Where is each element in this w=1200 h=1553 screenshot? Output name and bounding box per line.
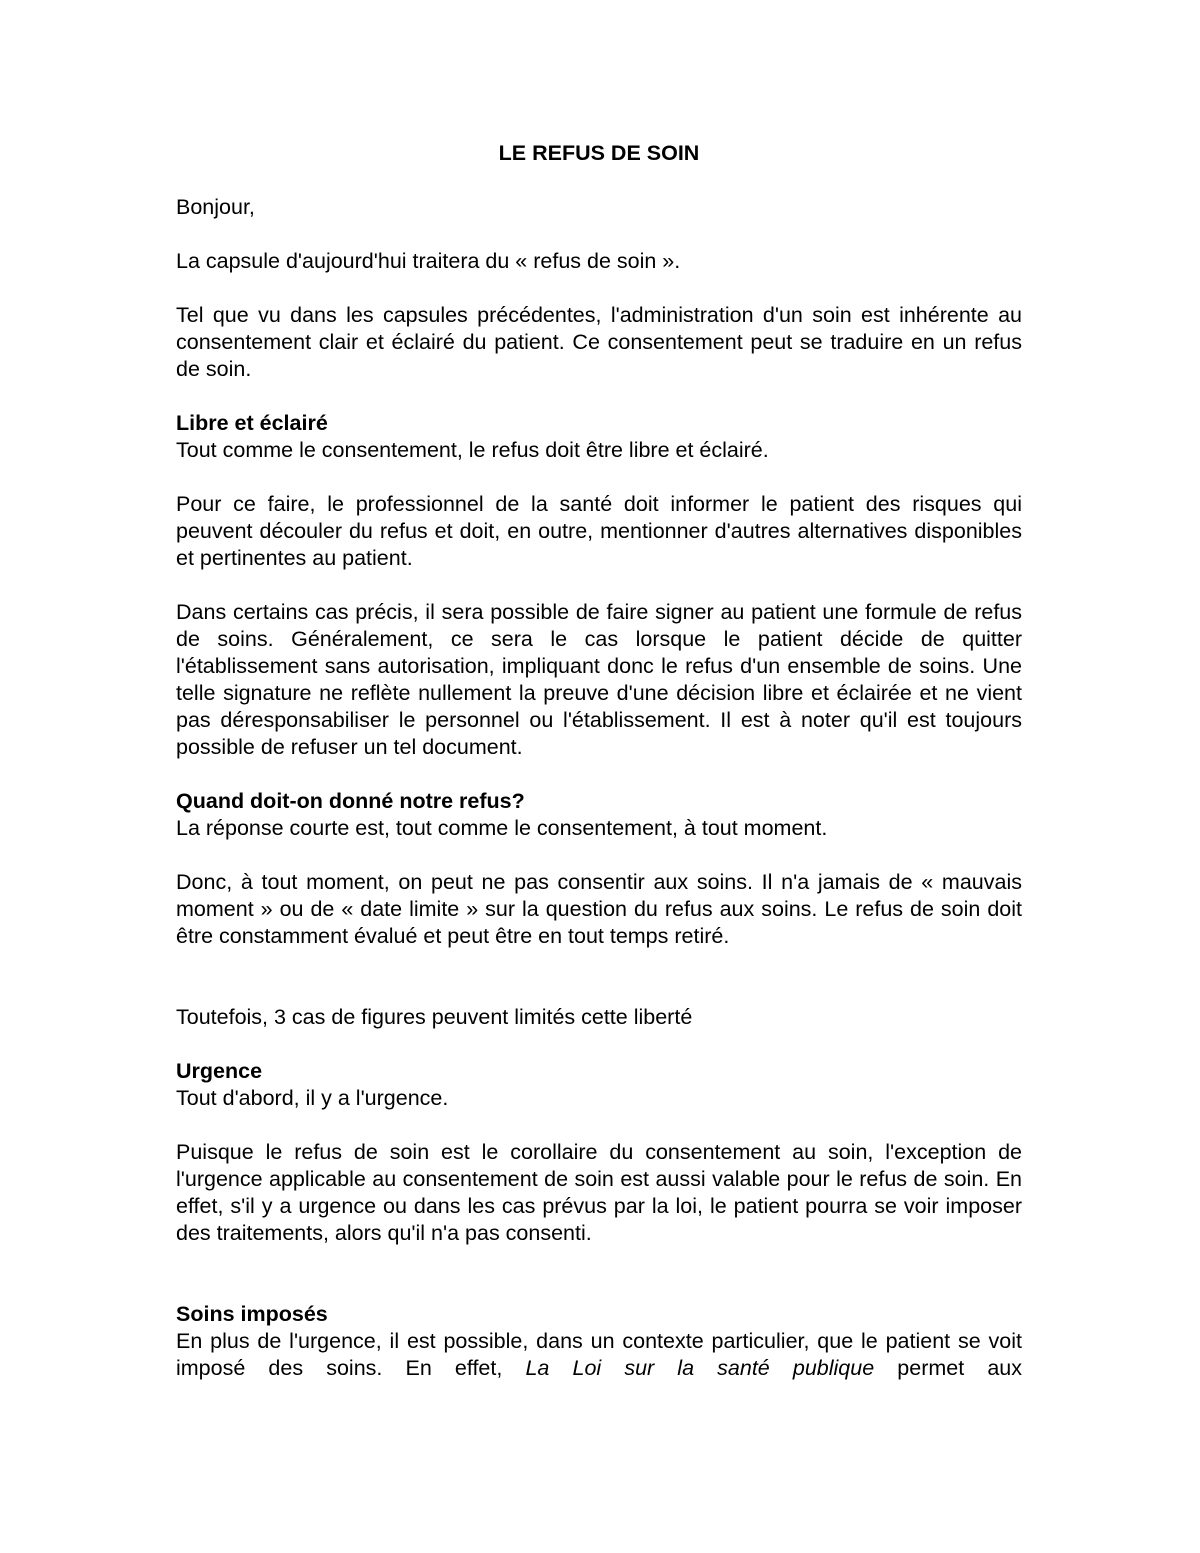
paragraph-pour-ce-faire: Pour ce faire, le professionnel de la santé doit informer le patient des risques qui peuvent découler du refus et doit, en outre, mentionner d'autres alternatives disponibles et pertinentes au patient.	[176, 492, 1022, 570]
section-libre	[176, 410, 1022, 464]
section-heading-libre: Libre et éclairé	[176, 411, 328, 435]
section-heading-quand: Quand doit-on donné notre refus?	[176, 789, 525, 813]
section-line-quand: La réponse courte est, tout comme le consentement, à tout moment.	[176, 816, 828, 840]
section-quand	[176, 788, 1022, 842]
section-soins-imposes	[176, 1301, 1022, 1382]
section-heading-urgence: Urgence	[176, 1059, 263, 1083]
section-line-urgence: Tout d'abord, il y a l'urgence.	[176, 1086, 449, 1110]
paragraph-tel-que: Tel que vu dans les capsules précédentes, l'administration d'un soin est inhérente au consentement clair et éclairé du patient. Ce consentement peut se traduire en un refus de soin.	[176, 303, 1022, 381]
greeting: Bonjour,	[176, 195, 255, 219]
soins-imposes-text-end: permet aux	[874, 1356, 1022, 1380]
loi-sante-publique-title: La Loi sur la santé publique	[525, 1356, 875, 1380]
soins-imposes-text-start: En plus de l'urgence, il est possible, dans un contexte particulier, que le patient se voit imposé des soins. En effet,	[176, 1329, 1022, 1380]
document-page	[176, 140, 1022, 1382]
intro-paragraph: La capsule d'aujourd'hui traitera du « refus de soin ».	[176, 249, 681, 273]
section-line-libre: Tout comme le consentement, le refus doit être libre et éclairé.	[176, 438, 769, 462]
paragraph-donc: Donc, à tout moment, on peut ne pas consentir aux soins. Il n'a jamais de « mauvais moment » ou de « date limite » sur la question du refus aux soins. Le refus de soin doit être constamment évalué et peut être en tout temps retiré.	[176, 870, 1022, 948]
paragraph-puisque: Puisque le refus de soin est le corollaire du consentement au soin, l'exception de l'urgence applicable au consentement de soin est aussi valable pour le refus de soin. En effet, s'il y a urgence ou dans les cas prévus par la loi, le patient pourra se voir imposer des traitements, alors qu'il n'a pas consenti.	[176, 1140, 1022, 1245]
section-heading-soins-imposes: Soins imposés	[176, 1302, 328, 1326]
paragraph-soins-imposes	[176, 1328, 1022, 1382]
paragraph-dans-certains-cas: Dans certains cas précis, il sera possible de faire signer au patient une formule de refus de soins. Généralement, ce sera le cas lorsque le patient décide de quitter l'établissement sans autorisation, impliquant donc le refus d'un ensemble de soins. Une telle signature ne reflète nullement la preuve d'une décision libre et éclairée et ne vient pas déresponsabiliser le personnel ou l'établissement. Il est à noter qu'il est toujours possible de refuser un tel document.	[176, 600, 1022, 759]
document-title: LE REFUS DE SOIN	[498, 141, 700, 165]
section-urgence	[176, 1058, 1022, 1112]
paragraph-toutefois: Toutefois, 3 cas de figures peuvent limités cette liberté	[176, 1005, 693, 1029]
